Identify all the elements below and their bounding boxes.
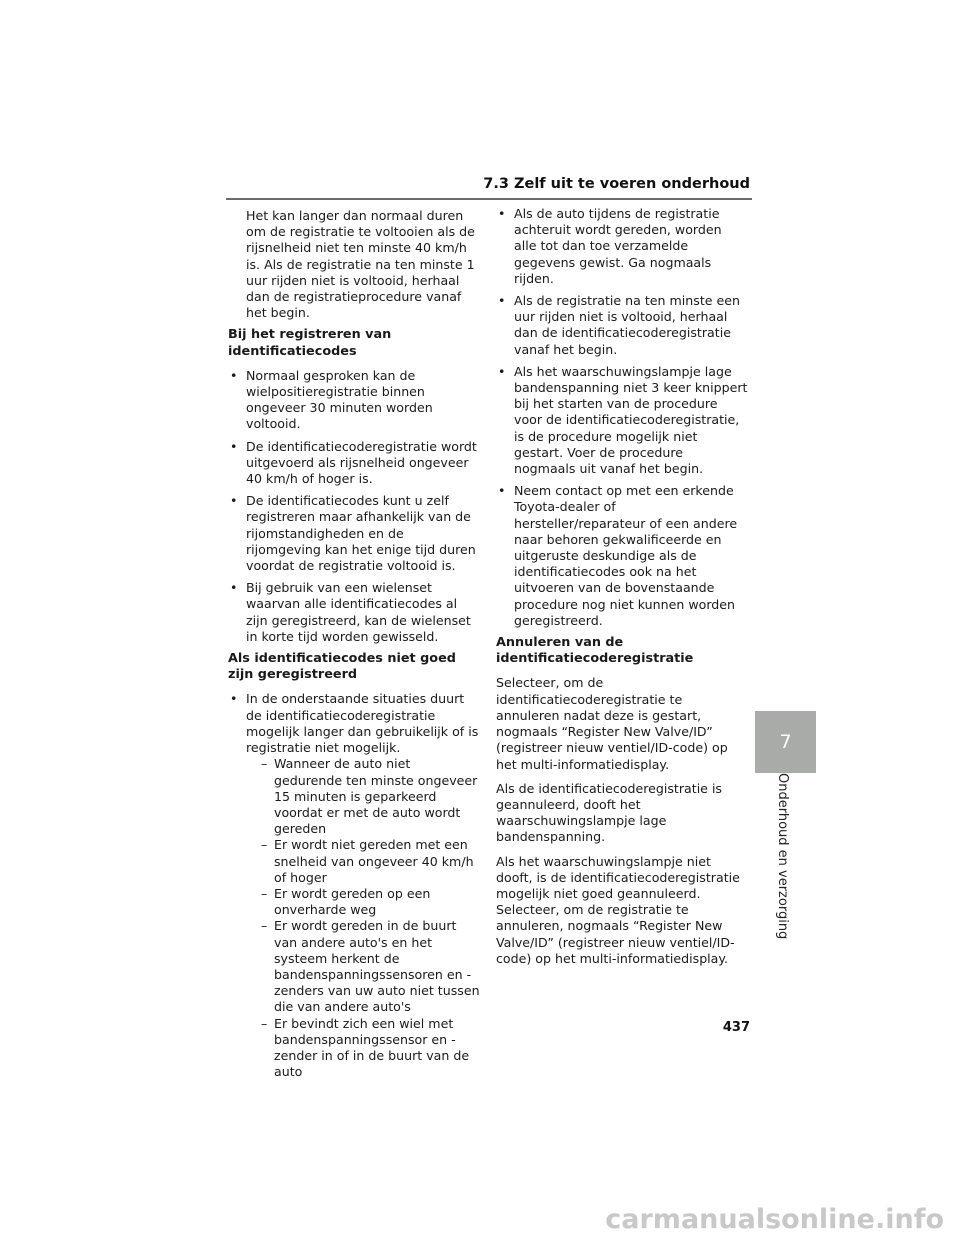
cancel-paragraph: Als de identificatiecoderegistratie is geannuleerd, dooft het waarschuwingslampje lage bandenspanning. [496,780,722,845]
header-divider [226,198,752,200]
left-column [228,206,480,1086]
list-item: • De identificatiecoderegistratie wordt uitgevoerd als rijsnelheid ongeveer 40 km/h of hoger is. [228,439,480,488]
section-heading-registering: Bij het registreren van identificatiecodes [228,327,392,359]
list-item: • Als het waarschuwingslampje lage bandenspanning niet 3 keer knippert bij het starten van de procedure voor de identificatiecoderegistratie, is de procedure mogelijk niet gestart. Voer de procedure nogmaals uit vanaf het begin. [496,364,748,477]
watermark-text: carmanualsonline.info [605,1204,944,1235]
section-heading-cancel: Annuleren van de identificatiecoderegistratie [496,635,694,667]
right-column [496,206,748,975]
cancel-paragraph: Als het waarschuwingslampje niet dooft, is de identificatiecoderegistratie mogelijk niet goed geannuleerd. Selecteer, om de registratie te annuleren, nogmaals “Register New Valve/ID” (registreer nieuw ventiel/ID-code) op het multi-informatiedisplay. [496,853,740,966]
dash-item: – Er bevindt zich een wiel met bandenspanningssensor en -zender in of in de buurt van de auto [264,1016,480,1081]
list-item: • Normaal gesproken kan de wielpositieregistratie binnen ongeveer 30 minuten worden voltooid. [228,368,480,433]
chapter-number-tab: 7 [755,711,816,773]
right-bullet-list [496,206,748,629]
situation-dash-list [246,756,480,1080]
chapter-side-label [755,773,816,943]
list-item: • Bij gebruik van een wielenset waarvan alle identificatiecodes al zijn geregistreerd, kan de wielenset in korte tijd worden gewisseld. [228,580,480,645]
cancel-paragraph: Selecteer, om de identificatiecoderegistratie te annuleren nadat deze is gestart, nogmaals “Register New Valve/ID” (registreer nieuw ventiel/ID-code) op het multi-informatiedisplay. [496,675,728,772]
chapter-title-label: Onderhoud en verzorging [775,773,790,940]
dash-item: – Er wordt niet gereden met een snelheid van ongeveer 40 km/h of hoger [264,837,480,886]
dash-item: – Wanneer de auto niet gedurende ten minste ongeveer 15 minuten is geparkeerd voordat er met de auto wordt gereden [264,756,480,837]
list-item: • Als de auto tijdens de registratie achteruit wordt gereden, worden alle tot dan toe verzamelde gegevens gewist. Ga nogmaals rijden. [496,206,748,287]
list-item: • Als de registratie na ten minste een uur rijden niet is voltooid, herhaal dan de identificatiecoderegistratie vanaf het begin. [496,293,748,358]
dash-item: – Er wordt gereden in de buurt van andere auto's en het systeem herkent de bandenspanningssensoren en -zenders van uw auto niet tussen die van andere auto's [264,918,480,1015]
section-heading-not-registered: Als identificatiecodes niet goed zijn geregistreerd [228,651,456,683]
page-number: 437 [722,1020,750,1035]
registering-bullet-list [228,368,480,645]
list-item [228,691,480,1080]
intro-paragraph: Het kan langer dan normaal duren om de registratie te voltooien als de rijsnelheid niet ten minste 40 km/h is. Als de registratie na ten minste 1 uur rijden niet is voltooid, herhaal dan de registratieprocedure vanaf het begin. [246,208,475,321]
section-header-title: 7.3 Zelf uit te voeren onderhoud [483,176,750,192]
list-item: • De identificatiecodes kunt u zelf registreren maar afhankelijk van de rijomstandigheden en de rijomgeving kan het enige tijd duren voordat de registratie voltooid is. [228,493,480,574]
dash-item: – Er wordt gereden op een onverharde weg [264,886,480,918]
list-item-text: In de onderstaande situaties duurt de identificatiecoderegistratie mogelijk langer dan gebruikelijk of is registratie niet mogelijk. [246,691,479,756]
not-registered-bullet-list [228,691,480,1080]
list-item: • Neem contact op met een erkende Toyota-dealer of hersteller/reparateur of een andere naar behoren gekwalificeerde en uitgeruste deskundige als de identificatiecodes ook na het uitvoeren van de bovenstaande procedure nog niet kunnen worden geregistreerd. [496,483,748,629]
